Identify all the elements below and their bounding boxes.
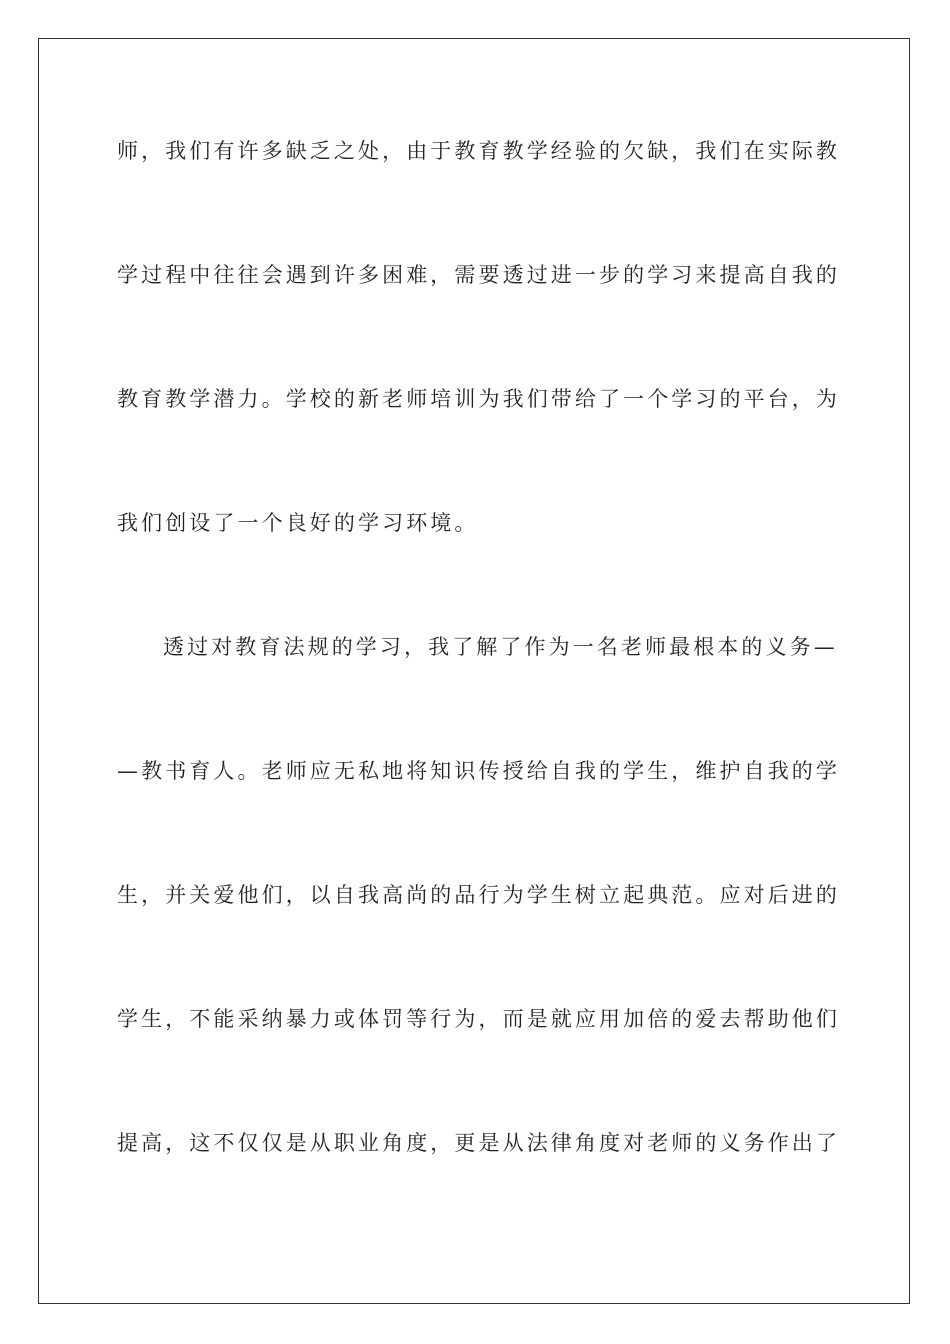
text-line: 生，并关爱他们，以自我高尚的品行为学生树立起典范。应对后进的 <box>117 883 840 907</box>
text-line: 提高，这不仅仅是从职业角度，更是从法律角度对老师的义务作出了 <box>117 1131 840 1155</box>
text-line: 学过程中往往会遇到许多困难，需要透过进一步的学习来提高自我的 <box>117 263 840 287</box>
text-line: —教书育人。老师应无私地将知识传授给自我的学生，维护自我的学 <box>117 759 840 783</box>
text-line: 教育教学潜力。学校的新老师培训为我们带给了一个学习的平台，为 <box>117 387 840 411</box>
text-line: 师，我们有许多缺乏之处，由于教育教学经验的欠缺，我们在实际教 <box>117 139 840 163</box>
paragraph-start-line: 透过对教育法规的学习，我了解了作为一名老师最根本的义务— <box>163 635 838 659</box>
page-frame <box>38 38 910 1304</box>
text-line: 我们创设了一个良好的学习环境。 <box>117 511 479 535</box>
text-line: 学生，不能采纳暴力或体罚等行为，而是就应用加倍的爱去帮助他们 <box>117 1007 840 1031</box>
